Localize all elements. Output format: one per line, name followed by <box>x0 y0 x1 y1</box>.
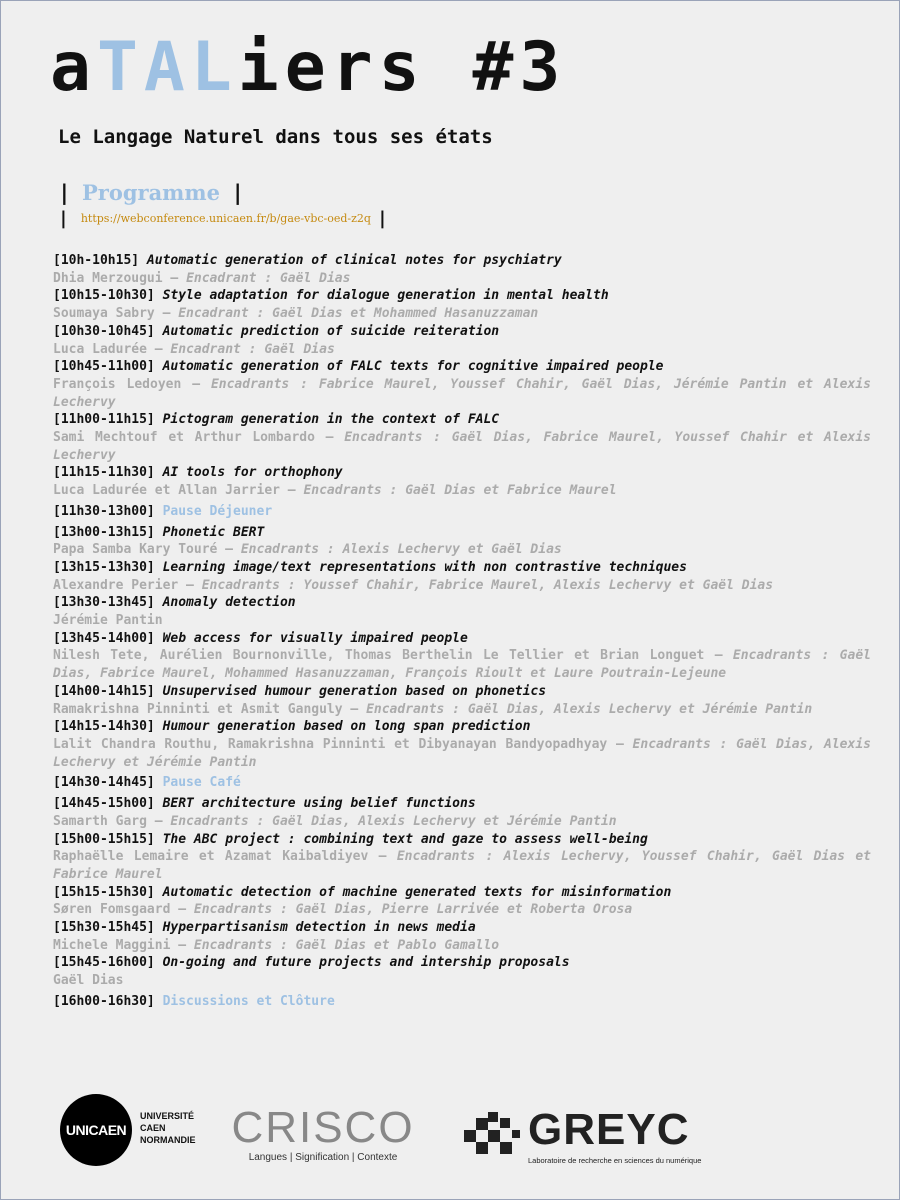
time-slot: [14h15-14h30] <box>53 719 155 735</box>
break-label: Discussions et Clôture <box>162 993 335 1009</box>
talk-credits <box>53 848 871 883</box>
talk-slot <box>53 358 871 376</box>
unicaen-line: UNIVERSITÉ <box>140 1111 195 1121</box>
talk-supervisors: Encadrants : Gaël Dias, Alexis Lechervy et Jérémie Pantin <box>366 701 813 717</box>
conference-link-line <box>58 208 388 229</box>
talk-authors: Michele Maggini – <box>53 937 194 953</box>
talk-slot <box>53 252 871 270</box>
talk-title: Hyperpartisanism detection in news media <box>162 920 476 936</box>
talk-credits <box>53 972 871 990</box>
talk-supervisors: Encadrants : Gaël Dias, Alexis Lechervy et Jérémie Pantin <box>170 813 617 829</box>
break-slot <box>53 774 871 792</box>
talk-title: Style adaptation for dialogue generation in mental health <box>162 288 609 304</box>
talk-title: Unsupervised humour generation based on phonetics <box>162 683 547 699</box>
time-slot: [14h00-14h15] <box>53 683 155 699</box>
break-slot <box>53 503 871 521</box>
talk-credits <box>53 270 871 288</box>
talk-supervisors: Encadrants : Alexis Lechervy et Gaël Dias <box>240 542 562 558</box>
talk-supervisors: Encadrants : Gaël Dias, Fabrice Maurel, Youssef Chahir et Alexis Lechervy <box>53 430 872 463</box>
talk-slot <box>53 287 871 305</box>
talk-authors: Sami Mechtouf et Arthur Lombardo – <box>53 430 345 446</box>
talk-title: Automatic generation of clinical notes for psychiatry <box>146 253 562 268</box>
crisco-logo <box>230 1103 416 1163</box>
unicaen-mark: UNICAEN <box>60 1094 132 1166</box>
talk-slot <box>53 919 871 937</box>
talk-slot <box>53 559 871 577</box>
talk-credits <box>53 341 871 359</box>
talk-title: The ABC project : combining text and gaze to assess well-being <box>162 831 648 847</box>
talk-supervisors: Encadrants : Gaël Dias et Pablo Gamallo <box>193 937 500 953</box>
talk-title: Learning image/text representations with non contrastive techniques <box>162 559 687 575</box>
talk-slot <box>53 831 871 849</box>
unicaen-text <box>140 1110 196 1146</box>
talk-authors: Lalit Chandra Routhu, Ramakrishna Pinninti et Dibyanayan Bandyopadhyay – <box>53 736 633 752</box>
time-slot: [14h30-14h45] <box>53 775 155 791</box>
talk-slot <box>53 884 871 902</box>
talk-slot <box>53 718 871 736</box>
time-slot: [15h45-16h00] <box>53 955 155 971</box>
pipe-left: | <box>58 181 71 205</box>
pipe-left: | <box>58 208 69 229</box>
talk-authors: Papa Samba Kary Touré – <box>53 542 241 558</box>
talk-credits <box>53 647 871 682</box>
talk-credits <box>53 376 871 411</box>
talk-slot <box>53 323 871 341</box>
time-slot: [11h00-11h15] <box>53 412 155 428</box>
talk-authors: Gaël Dias <box>53 973 124 989</box>
time-slot: [14h45-15h00] <box>53 796 155 812</box>
talk-authors: Jérémie Pantin <box>53 613 163 629</box>
talk-supervisors: Encadrants : Gaël Dias, Alexis Lechervy et Jérémie Pantin <box>53 736 871 770</box>
talk-credits <box>53 937 871 955</box>
title-highlight: TAL <box>96 28 238 107</box>
programme-label: Programme <box>81 180 220 205</box>
pipe-right: | <box>376 208 388 229</box>
unicaen-line: NORMANDIE <box>140 1135 196 1145</box>
time-slot: [15h15-15h30] <box>53 884 155 900</box>
talk-title: Web access for visually impaired people <box>162 630 468 646</box>
talk-title: On-going and future projects and intership proposals <box>162 955 570 971</box>
talk-credits <box>53 482 871 500</box>
talk-title: AI tools for orthophony <box>162 465 343 481</box>
subtitle: Le Langage Naturel dans tous ses états <box>58 126 493 148</box>
talk-supervisors: Encadrants : Gaël Dias, Fabrice Maurel, Mohammed Hasanuzzaman, François Rioult et Laure Poutrain-Lejeune <box>53 648 871 682</box>
talk-supervisors: Encadrants : Alexis Lechervy, Youssef Chahir, Gaël Dias et Fabrice Maurel <box>53 849 871 882</box>
time-slot: [16h00-16h30] <box>53 993 155 1009</box>
time-slot: [13h15-13h30] <box>53 559 155 575</box>
talk-credits <box>53 736 871 771</box>
talk-slot <box>53 954 871 972</box>
talk-authors: Soumaya Sabry – <box>53 306 179 322</box>
time-slot: [10h-10h15] <box>53 253 140 268</box>
talk-authors: Alexandre Perier – <box>53 577 202 593</box>
talk-slot <box>53 594 871 612</box>
talk-title: Automatic generation of FALC texts for cognitive impaired people <box>162 359 664 375</box>
talk-slot <box>53 464 871 482</box>
talk-credits <box>53 305 871 323</box>
break-slot <box>53 993 871 1011</box>
schedule <box>53 252 871 1014</box>
talk-credits <box>53 577 871 595</box>
crisco-name: CRISCO <box>231 1103 415 1152</box>
programme-heading <box>58 180 244 205</box>
pipe-right: | <box>231 181 244 205</box>
time-slot: [10h30-10h45] <box>53 323 155 339</box>
title-suffix: iers #3 <box>237 28 567 107</box>
greyc-mark-icon <box>462 1110 522 1158</box>
talk-slot <box>53 411 871 429</box>
break-label: Pause Déjeuner <box>162 503 273 519</box>
talk-title: BERT architecture using belief functions <box>162 796 476 812</box>
title-prefix: a <box>50 28 97 107</box>
time-slot: [11h15-11h30] <box>53 465 155 481</box>
talk-slot <box>53 630 871 648</box>
talk-authors: Ramakrishna Pinninti et Asmit Ganguly – <box>53 701 367 717</box>
time-slot: [13h00-13h15] <box>53 524 155 540</box>
talk-supervisors: Encadrant : Gaël Dias <box>186 270 351 286</box>
unicaen-line: CAEN <box>140 1123 166 1133</box>
talk-title: Automatic prediction of suicide reiteration <box>162 323 500 339</box>
talk-supervisors: Encadrant : Gaël Dias <box>170 341 335 357</box>
logos <box>0 1090 900 1180</box>
talk-title: Humour generation based on long span prediction <box>162 719 531 735</box>
talk-credits <box>53 612 871 630</box>
talk-credits <box>53 429 871 464</box>
conference-link[interactable]: https://webconference.unicaen.fr/b/gae-vbc-oed-z2q <box>80 212 371 225</box>
talk-title: Automatic detection of machine generated texts for misinformation <box>162 884 672 900</box>
greyc-name: GREYC <box>528 1105 690 1154</box>
time-slot: [13h45-14h00] <box>53 630 155 646</box>
talk-authors: Samarth Garg – <box>53 813 171 829</box>
page-title <box>50 28 567 107</box>
talk-title: Anomaly detection <box>162 595 296 611</box>
talk-supervisors: Encadrants : Gaël Dias, Pierre Larrivée et Roberta Orosa <box>193 902 633 918</box>
greyc-tagline: Laboratoire de recherche en sciences du numérique <box>528 1156 702 1165</box>
talk-supervisors: Encadrants : Youssef Chahir, Fabrice Maurel, Alexis Lechervy et Gaël Dias <box>201 577 774 593</box>
time-slot: [15h30-15h45] <box>53 920 155 936</box>
talk-authors: Søren Fomsgaard – <box>53 902 194 918</box>
talk-title: Pictogram generation in the context of FALC <box>162 412 500 428</box>
time-slot: [10h45-11h00] <box>53 359 155 375</box>
talk-credits <box>53 541 871 559</box>
talk-supervisors: Encadrants : Fabrice Maurel, Youssef Chahir, Gaël Dias, Jérémie Pantin et Alexis Lechervy <box>53 376 871 410</box>
talk-authors: Dhia Merzougui – <box>53 270 187 286</box>
talk-authors: Nilesh Tete, Aurélien Bournonville, Thomas Berthelin Le Tellier et Brian Longuet – <box>53 648 733 664</box>
talk-supervisors: Encadrant : Gaël Dias et Mohammed Hasanuzzaman <box>178 306 539 322</box>
talk-title: Phonetic BERT <box>162 524 265 540</box>
talk-supervisors: Encadrants : Gaël Dias et Fabrice Maurel <box>303 483 617 499</box>
talk-slot <box>53 795 871 813</box>
time-slot: [15h00-15h15] <box>53 831 155 847</box>
time-slot: [10h15-10h30] <box>53 288 155 304</box>
crisco-tagline: Langues | Signification | Contexte <box>248 1152 398 1163</box>
talk-authors: François Ledoyen – <box>53 376 211 392</box>
talk-credits <box>53 813 871 831</box>
talk-slot <box>53 524 871 542</box>
talk-credits <box>53 901 871 919</box>
time-slot: [11h30-13h00] <box>53 503 155 519</box>
talk-authors: Luca Ladurée et Allan Jarrier – <box>53 483 304 499</box>
talk-credits <box>53 701 871 719</box>
talk-authors: Raphaëlle Lemaire et Azamat Kaibaldiyev – <box>53 849 397 865</box>
time-slot: [13h30-13h45] <box>53 595 155 611</box>
talk-authors: Luca Ladurée – <box>53 341 171 357</box>
break-label: Pause Café <box>162 775 241 791</box>
talk-slot <box>53 683 871 701</box>
